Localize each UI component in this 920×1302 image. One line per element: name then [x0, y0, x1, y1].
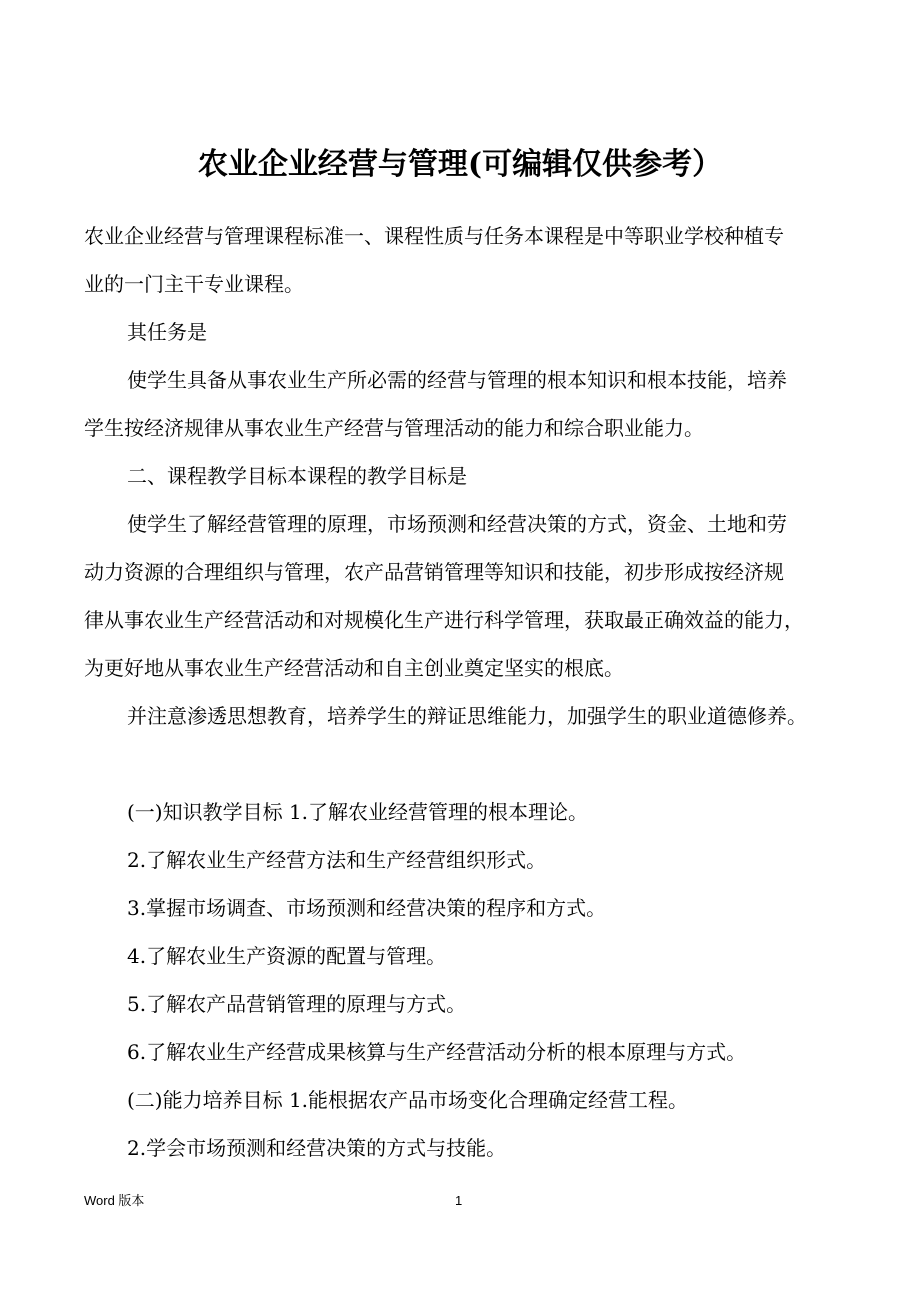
- footer-version-label: Word 版本: [84, 1193, 145, 1208]
- list-item: [84, 992, 842, 1016]
- paragraph-line: 二、课程教学目标本课程的教学目标是: [127, 464, 467, 488]
- paragraph-course-nature: [84, 224, 842, 296]
- paragraph-line: (一)知识教学目标 1.了解农业经营管理的根本理论。: [127, 800, 589, 824]
- paragraph-line: 其任务是: [127, 320, 207, 344]
- paragraph-line: 5.了解农产品营销管理的原理与方式。: [127, 992, 467, 1016]
- paragraph-goals-heading: [84, 464, 842, 488]
- document-title: 农业企业经营与管理(可编辑仅供参考）: [197, 147, 723, 182]
- paragraph-line: 使学生了解经营管理的原理，市场预测和经营决策的方式，资金、土地和劳: [127, 512, 787, 536]
- paragraph-line: (二)能力培养目标 1.能根据农产品市场变化合理确定经营工程。: [127, 1088, 689, 1112]
- list-item: [84, 800, 842, 824]
- paragraph-line: 3.掌握市场调查、市场预测和经营决策的程序和方式。: [127, 896, 607, 920]
- paragraph-spacer: [84, 752, 842, 800]
- paragraph-goals: [84, 512, 842, 680]
- paragraph-line: 使学生具备从事农业生产所必需的经营与管理的根本知识和根本技能，培养: [127, 368, 787, 392]
- paragraph-task: [84, 368, 842, 440]
- paragraph-line: 为更好地从事农业生产经营活动和自主创业奠定坚实的根底。: [84, 656, 624, 680]
- list-item: [84, 1136, 842, 1160]
- list-item: [84, 848, 842, 872]
- paragraph-line: 律从事农业生产经营活动和对规模化生产进行科学管理，获取最正确效益的能力，: [84, 608, 804, 632]
- paragraph-line: 业的一门主干专业课程。: [84, 272, 304, 296]
- footer-page-number: 1: [455, 1193, 463, 1208]
- list-item: [84, 896, 842, 920]
- paragraph-line: 动力资源的合理组织与管理，农产品营销管理等知识和技能，初步形成按经济规: [84, 560, 784, 584]
- paragraph-line: 学生按经济规律从事农业生产经营与管理活动的能力和综合职业能力。: [84, 416, 704, 440]
- paragraph-ethics: [84, 704, 842, 728]
- paragraph-line: 2.学会市场预测和经营决策的方式与技能。: [127, 1136, 507, 1160]
- paragraph-line: 农业企业经营与管理课程标准一、课程性质与任务本课程是中等职业学校种植专: [84, 224, 784, 248]
- list-item: [84, 1088, 842, 1112]
- list-item: [84, 944, 842, 968]
- paragraph-line: 4.了解农业生产资源的配置与管理。: [127, 944, 447, 968]
- paragraph-task-intro: [84, 320, 842, 344]
- paragraph-line: 并注意渗透思想教育，培养学生的辩证思维能力，加强学生的职业道德修养。: [127, 704, 807, 728]
- paragraph-line: 6.了解农业生产经营成果核算与生产经营活动分析的根本原理与方式。: [127, 1040, 747, 1064]
- paragraph-line: 2.了解农业生产经营方法和生产经营组织形式。: [127, 848, 547, 872]
- list-item: [84, 1040, 842, 1064]
- document-body: [84, 224, 842, 1184]
